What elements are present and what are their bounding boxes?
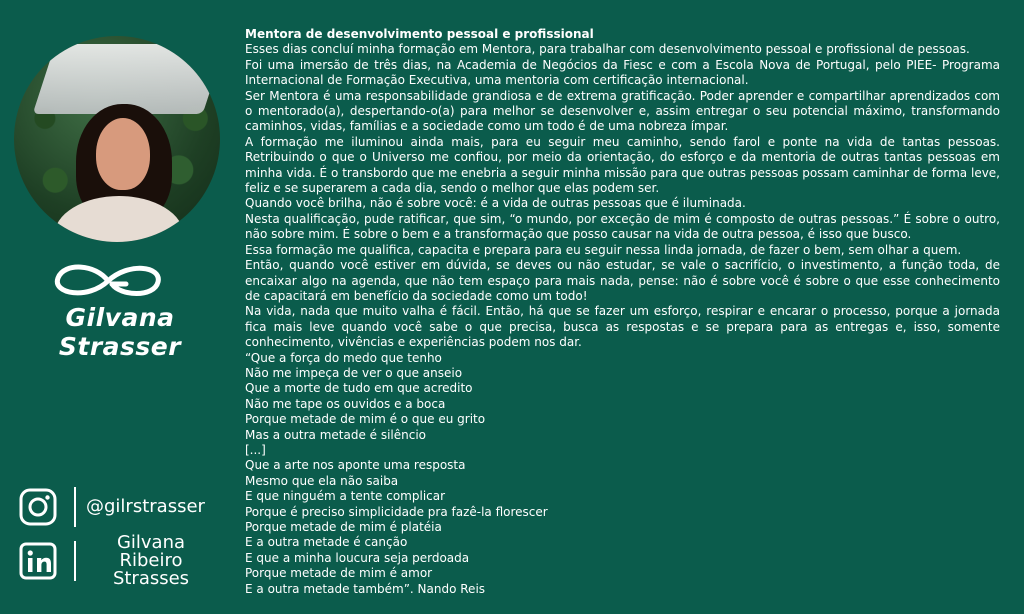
poem-line: Não me impeça de ver o que anseio — [245, 365, 463, 380]
divider — [74, 487, 76, 527]
paragraph: Quando você brilha, não é sobre você: é a vida de outras pessoas que é iluminada. — [245, 196, 746, 211]
poem-line: Que a arte nos aponte uma resposta — [245, 458, 466, 473]
paragraph: Então, quando você estiver em dúvida, se deves ou não estudar, se vale o sacrifício, o investimento, a função toda, de encaixar algo na agenda, que não tem espaço para mais nada, pense: não é sobre você é sobre o que esse conhecimento de capacitará em benefício da sociedade como um todo! — [245, 258, 1000, 303]
poem-line: Não me tape os ouvidos e a boca — [245, 396, 446, 411]
poem-line: E a outra metade é canção — [245, 535, 408, 550]
poem-line: “Que a força do medo que tenho — [245, 350, 442, 365]
poem-line: Mesmo que ela não saiba — [245, 473, 399, 488]
poem-line: Porque metade de mim é o que eu grito — [245, 412, 486, 427]
linkedin-name[interactable] — [86, 534, 216, 588]
paragraph: Nesta qualificação, pude ratificar, que sim, “o mundo, por exceção de mim é composto de outras pessoas.” É sobre o outro, não sobre mim. É sobre o bem e a transformação que posso causar na vida de outra pessoa, é isso que busco. — [245, 211, 1000, 242]
paragraph: Ser Mentora é uma responsabilidade grandiosa e de extrema gratificação. Poder aprender e compartilhar aprendizados com o mentorado(a), despertando-o(a) para melhor se desenvolver e, assim entregar o seu potencial máximo, transformando caminhos, vidas, famílias e a sociedade como um todo é de uma nobreza ímpar. — [245, 88, 1000, 134]
instagram-handle[interactable]: @gilrstrasser — [86, 496, 205, 517]
poem-line: E a outra metade também”. Nando Reis — [245, 581, 486, 596]
poem-line: E que a minha loucura seja perdoada — [245, 550, 470, 565]
infinity-logo-icon — [48, 258, 168, 304]
paragraph: Esses dias concluí minha formação em Mentora, para trabalhar com desenvolvimento pessoal e profissional de pessoas. — [245, 42, 970, 57]
poem-line: Mas a outra metade é silêncio — [245, 427, 427, 442]
poem-line: Porque é preciso simplicidade pra fazê-la florescer — [245, 504, 548, 519]
paragraph: A formação me iluminou ainda mais, para eu seguir meu caminho, sendo farol e ponte na vida de tantas pessoas. Retribuindo o que o Universo me confiou, por meio da orientação, do esforço e da mentoria de outras tantas pessoas em minha vida. É o transbordo que me enebria a seguir minha missão para que outras pessoas possam caminhar de forma leve, feliz e se superarem a cada dia, sendo o melhor que elas podem ser. — [245, 134, 1000, 196]
profile-sidebar — [0, 0, 240, 614]
linkedin-name-line1: Gilvana Ribeiro — [116, 532, 186, 571]
article-title: Mentora de desenvolvimento pessoal e profissional — [245, 27, 594, 41]
poem-line: [...] — [245, 442, 266, 457]
linkedin-row[interactable] — [18, 532, 216, 589]
linkedin-name-line2: Strasses — [112, 568, 190, 589]
linkedin-icon[interactable] — [18, 541, 58, 581]
paragraph: Essa formação me qualifica, capacita e prepara para eu seguir nessa linda jornada, de fazer o bem, sem olhar a quem. — [245, 242, 962, 257]
instagram-icon[interactable] — [18, 487, 58, 527]
article — [245, 27, 1000, 597]
divider — [74, 541, 76, 581]
instagram-row[interactable] — [18, 485, 205, 529]
poem-line: Porque metade de mim é amor — [245, 566, 433, 581]
paragraph: Foi uma imersão de três dias, na Academia de Negócios da Fiesc e com a Escola Nova de Portugal, pelo PIEE- Programa Internacional de Formação Executiva, uma mentoria com certificação internacional. — [245, 57, 1000, 88]
poem-line: Porque metade de mim é platéia — [245, 520, 442, 534]
paragraph: Na vida, nada que muito valha é fácil. Então, há que se fazer um esforço, respirar e encarar o processo, porque a jornada fica mais leve quando você sabe o que precisa, busca as respostas e se prepara para as entregas e, isso, somente conhecimento, vivências e experiências podem nos dar. — [245, 304, 1000, 350]
brand-name: Gilvana Strasser — [58, 303, 182, 361]
profile-photo — [14, 36, 220, 242]
poem-line: Que a morte de tudo em que acredito — [245, 381, 473, 396]
poem-line: E que ninguém a tente complicar — [245, 489, 446, 504]
